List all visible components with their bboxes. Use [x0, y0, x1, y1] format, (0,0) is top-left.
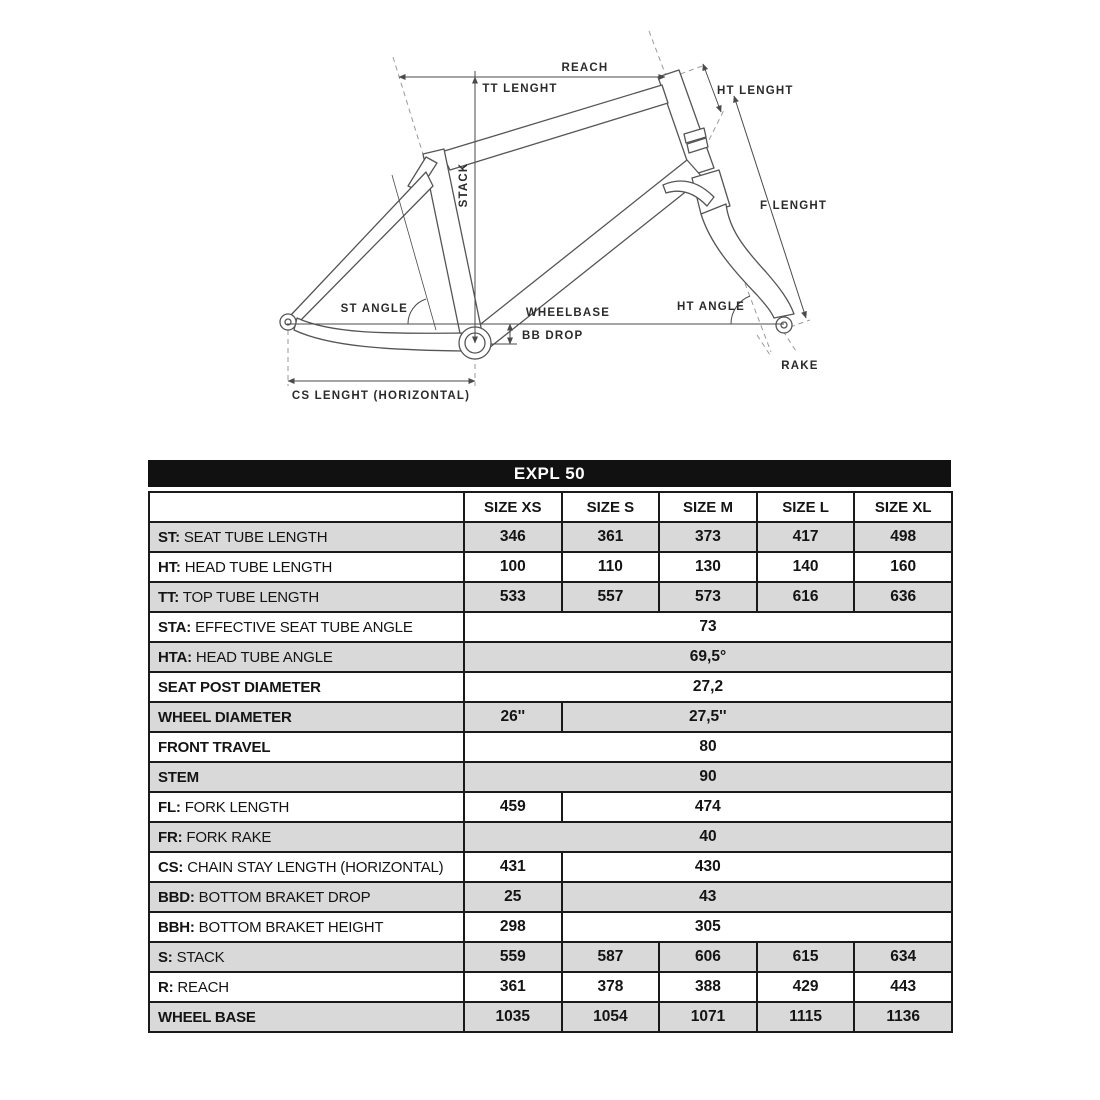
row-reach: [149, 972, 952, 1002]
cell-value: 429: [757, 972, 855, 1002]
row-seat-tube-length: [149, 522, 952, 552]
cell-value: 443: [854, 972, 952, 1002]
cell-value: 1115: [757, 1002, 855, 1032]
frame: [280, 70, 714, 359]
row-top-tube-length: [149, 582, 952, 612]
cell-value: 80: [464, 732, 952, 762]
size-header-s: SIZE S: [562, 492, 660, 522]
row-bottom-bracket-drop: [149, 882, 952, 912]
row-label: FR: FORK RAKE: [149, 822, 464, 852]
row-label: STEM: [149, 762, 464, 792]
cell-value: 533: [464, 582, 562, 612]
row-label: WHEEL BASE: [149, 1002, 464, 1032]
row-label: CS: CHAIN STAY LENGTH (HORIZONTAL): [149, 852, 464, 882]
size-header-row: [149, 492, 952, 522]
cell-value: 1054: [562, 1002, 660, 1032]
st-angle-label: ST ANGLE: [340, 303, 408, 315]
seat-tube: [423, 149, 483, 343]
stack-label: STACK: [458, 162, 470, 208]
row-wheel-diameter: [149, 702, 952, 732]
cell-value: 1136: [854, 1002, 952, 1032]
row-stem: [149, 762, 952, 792]
tt-length-label: TT LENGHT: [482, 83, 558, 95]
size-header-xs: SIZE XS: [464, 492, 562, 522]
cell-value: 636: [854, 582, 952, 612]
row-label: BBH: BOTTOM BRAKET HEIGHT: [149, 912, 464, 942]
cell-value: 573: [659, 582, 757, 612]
row-label: ST: SEAT TUBE LENGTH: [149, 522, 464, 552]
row-label: BBD: BOTTOM BRAKET DROP: [149, 882, 464, 912]
cell-value: 559: [464, 942, 562, 972]
cell-value: 90: [464, 762, 952, 792]
wheelbase-label: WHEELBASE: [525, 307, 611, 319]
seat-stay: [291, 172, 433, 324]
row-label: STA: EFFECTIVE SEAT TUBE ANGLE: [149, 612, 464, 642]
cell-value: 130: [659, 552, 757, 582]
size-header-l: SIZE L: [757, 492, 855, 522]
row-label: WHEEL DIAMETER: [149, 702, 464, 732]
cell-value: 69,5°: [464, 642, 952, 672]
cs-length-label: CS LENGHT (HORIZONTAL): [291, 390, 471, 402]
cell-value: 557: [562, 582, 660, 612]
bike-geometry-diagram: [0, 0, 1100, 445]
cell-value: 40: [464, 822, 952, 852]
row-label: SEAT POST DIAMETER: [149, 672, 464, 702]
row-label: FRONT TRAVEL: [149, 732, 464, 762]
cell-value: 27,2: [464, 672, 952, 702]
cell-value: 417: [757, 522, 855, 552]
row-fork-rake: [149, 822, 952, 852]
spec-table-section: [148, 460, 951, 1033]
cell-value: 606: [659, 942, 757, 972]
cell-value: 26'': [464, 702, 562, 732]
row-head-tube-length: [149, 552, 952, 582]
size-header-m: SIZE M: [659, 492, 757, 522]
row-front-travel: [149, 732, 952, 762]
row-label: TT: TOP TUBE LENGTH: [149, 582, 464, 612]
cell-value: 587: [562, 942, 660, 972]
geometry-table: [148, 491, 953, 1033]
ht-length-label: HT LENGHT: [717, 85, 794, 97]
cell-value: 388: [659, 972, 757, 1002]
cell-value: 373: [659, 522, 757, 552]
cell-value: 616: [757, 582, 855, 612]
cell-value: 361: [562, 522, 660, 552]
row-label: S: STACK: [149, 942, 464, 972]
f-length-label: F LENGHT: [760, 200, 828, 212]
front-axle: [781, 322, 787, 328]
row-effective-seat-tube-angle: [149, 612, 952, 642]
cell-value: 498: [854, 522, 952, 552]
st-angle-arc: [408, 299, 426, 324]
row-bottom-bracket-height: [149, 912, 952, 942]
cell-value: 140: [757, 552, 855, 582]
cell-value: 25: [464, 882, 562, 912]
chain-stay: [294, 318, 464, 351]
corner-cell: [149, 492, 464, 522]
ht-angle-label: HT ANGLE: [677, 301, 745, 313]
cell-value: 431: [464, 852, 562, 882]
row-label: HTA: HEAD TUBE ANGLE: [149, 642, 464, 672]
row-seat-post-diameter: [149, 672, 952, 702]
rake-label: RAKE: [781, 360, 819, 372]
row-label: HT: HEAD TUBE LENGTH: [149, 552, 464, 582]
cell-value: 110: [562, 552, 660, 582]
cell-value: 361: [464, 972, 562, 1002]
row-stack: [149, 942, 952, 972]
cell-value: 298: [464, 912, 562, 942]
head-tube: [658, 70, 714, 175]
row-chain-stay-length: [149, 852, 952, 882]
cell-value: 615: [757, 942, 855, 972]
cell-value: 27,5'': [562, 702, 952, 732]
rake-tick-right: [783, 331, 796, 351]
cell-value: 378: [562, 972, 660, 1002]
row-wheel-base: [149, 1002, 952, 1032]
reach-label: REACH: [561, 62, 609, 74]
row-label: R: REACH: [149, 972, 464, 1002]
cell-value: 43: [562, 882, 952, 912]
cell-value: 305: [562, 912, 952, 942]
row-head-tube-angle: [149, 642, 952, 672]
f-extension-bottom: [790, 320, 810, 327]
cell-value: 474: [562, 792, 952, 822]
cell-value: 160: [854, 552, 952, 582]
cell-value: 1035: [464, 1002, 562, 1032]
table-title: EXPL 50: [148, 460, 951, 487]
cell-value: 430: [562, 852, 952, 882]
cell-value: 346: [464, 522, 562, 552]
bb-drop-label: BB DROP: [522, 330, 584, 342]
cell-value: 634: [854, 942, 952, 972]
row-label: FL: FORK LENGTH: [149, 792, 464, 822]
cell-value: 73: [464, 612, 952, 642]
cell-value: 459: [464, 792, 562, 822]
row-fork-length: [149, 792, 952, 822]
size-header-xl: SIZE XL: [854, 492, 952, 522]
cell-value: 100: [464, 552, 562, 582]
cell-value: 1071: [659, 1002, 757, 1032]
